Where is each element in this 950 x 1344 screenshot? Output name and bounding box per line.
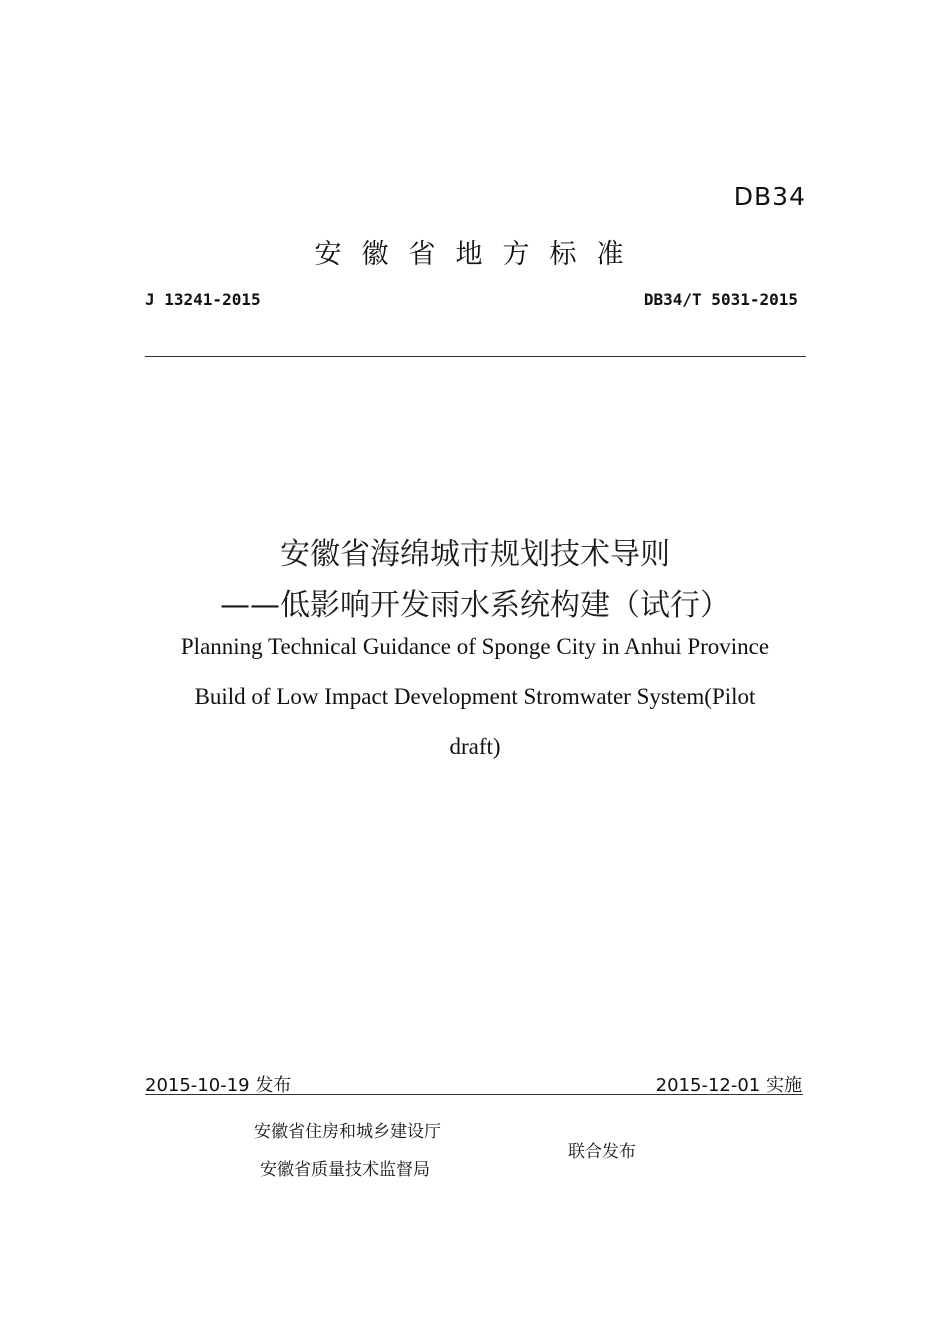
standard-type-heading: 安徽省地方标准 bbox=[314, 239, 644, 270]
title-english-line-2: Build of Low Impact Development Stromwater System(Pilot bbox=[194, 684, 756, 709]
implementation-date: 2015-12-01 实施 bbox=[655, 1075, 802, 1096]
joint-issue-label: 联合发布 bbox=[568, 1142, 636, 1162]
footer-divider bbox=[145, 1094, 803, 1095]
issuer-housing-department: 安徽省住房和城乡建设厅 bbox=[254, 1122, 441, 1142]
title-english-line-3: draft) bbox=[449, 734, 501, 759]
title-english-line-1: Planning Technical Guidance of Sponge City in Anhui Province bbox=[180, 634, 770, 659]
header-divider bbox=[145, 356, 806, 357]
title-chinese-main: 安徽省海绵城市规划技术导则 bbox=[280, 537, 670, 572]
title-chinese-subtitle: ——低影响开发雨水系统构建（试行） bbox=[220, 588, 730, 623]
standard-code: DB34 bbox=[733, 182, 806, 211]
standard-number: DB34/T 5031-2015 bbox=[643, 290, 798, 309]
issue-date: 2015-10-19 发布 bbox=[145, 1075, 292, 1096]
issuer-quality-bureau: 安徽省质量技术监督局 bbox=[260, 1160, 430, 1180]
record-number: J 13241-2015 bbox=[145, 290, 261, 309]
